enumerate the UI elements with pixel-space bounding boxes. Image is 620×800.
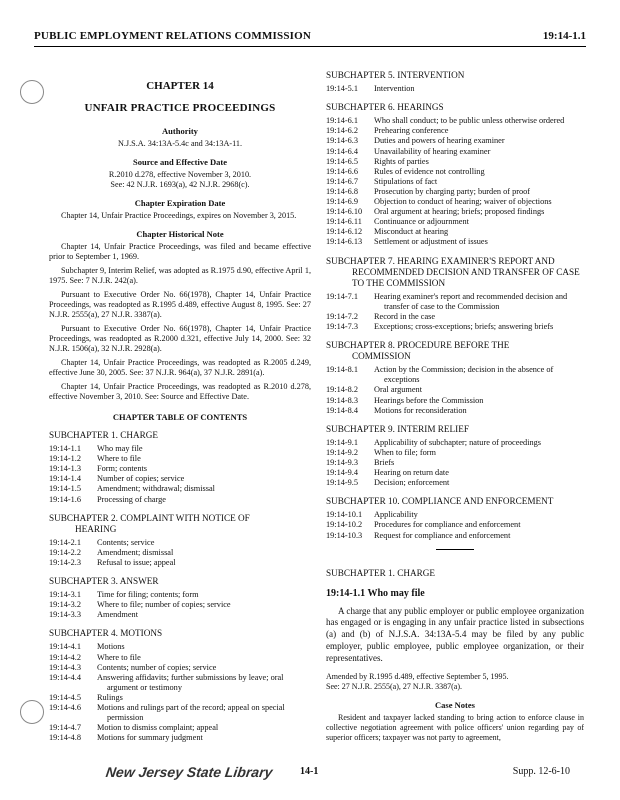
subchapter-title-text: SUBCHAPTER 5. INTERVENTION — [326, 70, 465, 80]
toc-entry-text: Where to file — [97, 652, 141, 662]
subchapter-title — [326, 340, 584, 362]
toc-entry-number: 19:14-9.4 — [326, 468, 359, 478]
amendment-line: Amended by R.1995 d.489, effective September 5, 1995. — [326, 671, 509, 681]
toc-entry — [49, 548, 311, 558]
toc-entry — [49, 454, 311, 464]
toc-entry — [49, 474, 311, 484]
history-paragraph: Chapter 14, Unfair Practice Proceedings, was readopted as R.2010 d.278, effective November 3, 2010. See: Source and Effective Date. — [49, 382, 311, 401]
expiration-text: Chapter 14, Unfair Practice Proceedings, expires on November 3, 2015. — [61, 211, 297, 220]
toc-entry-number: 19:14-1.4 — [49, 474, 82, 484]
toc-entry-number: 19:14-8.2 — [326, 385, 359, 395]
rule-heading: 19:14-1.1 Who may file — [326, 587, 425, 599]
toc-entry-text: Time for filing; contents; form — [97, 590, 199, 600]
rule-text: A charge that any public employer or public employee organization has engaged or is engaging in any unfair practice listed in subsections (a) and (b) of N.J.S.A. 34:13A-5.4 may be filed by any public employer, public employee, public employee organization, or their representatives. — [326, 605, 584, 663]
subchapter-title — [326, 424, 584, 435]
toc-entry — [326, 531, 584, 541]
subchapter-title-text: SUBCHAPTER 7. HEARING EXAMINER'S REPORT AND — [326, 255, 555, 266]
toc-entry-text: Where to file — [97, 454, 141, 464]
toc-entry-text: When to file; form — [374, 447, 436, 457]
toc-entry-number: 19:14-4.2 — [49, 652, 82, 662]
toc-entry-number: 19:14-9.2 — [326, 447, 359, 457]
toc-entry-number: 19:14-6.9 — [326, 197, 359, 207]
toc-entry — [326, 116, 584, 126]
toc-entry-number: 19:14-3.3 — [49, 610, 82, 620]
toc-entry-number: 19:14-2.3 — [49, 557, 82, 567]
toc-entry — [326, 177, 584, 187]
toc-entry-text: Motions and rulings part of the record; appeal on special permission — [97, 703, 285, 723]
toc-entry-number: 19:14-2.2 — [49, 547, 82, 557]
toc-entry-number: 19:14-9.1 — [326, 437, 359, 447]
toc-entry-text: Answering affidavits; further submissions by leave; oral argument or testimony — [97, 672, 284, 692]
toc-entry-text: Who may file — [97, 444, 143, 454]
toc-right — [326, 70, 584, 541]
toc-entry — [49, 723, 311, 733]
toc-entry-number: 19:14-6.1 — [326, 116, 359, 126]
toc-entry-text: Motions for reconsideration — [374, 405, 467, 415]
toc-entry-number: 19:14-4.5 — [49, 693, 82, 703]
authority-text: N.J.S.A. 34:13A-5.4c and 34:13A-11. — [117, 139, 243, 148]
toc-entry-number: 19:14-7.3 — [326, 322, 359, 332]
toc-entry-number: 19:14-3.1 — [49, 590, 82, 600]
toc-entry-text: Procedures for compliance and enforcement — [374, 520, 521, 530]
toc-entry — [326, 322, 584, 332]
toc-entry-text: Hearing on return date — [374, 468, 449, 478]
toc-entry — [326, 438, 584, 448]
subchapter-title-text: SUBCHAPTER 2. COMPLAINT WITH NOTICE OF — [49, 512, 250, 523]
toc-entry — [326, 207, 584, 217]
toc-entry-text: Oral argument — [374, 385, 422, 395]
subchapter-title — [326, 496, 584, 507]
left-column — [49, 62, 311, 750]
toc-title: CHAPTER TABLE OF CONTENTS — [112, 412, 248, 422]
amendment-line: See: 27 N.J.R. 2555(a), 27 N.J.R. 3387(a). — [326, 681, 462, 691]
chapter-title: CHAPTER 14 — [146, 80, 214, 92]
toc-entry — [326, 227, 584, 237]
toc-entry-number: 19:14-1.2 — [49, 454, 82, 464]
subchapter-title-text: SUBCHAPTER 10. COMPLIANCE AND ENFORCEMENT — [326, 496, 554, 507]
subchapter-title-text: SUBCHAPTER 3. ANSWER — [49, 576, 159, 587]
case-notes-text: Resident and taxpayer lacked standing to bring action to enforce clause in collective negotiation agreement with police officers' union regarding pay of superior officers; taxpayer was not party to agreement, — [326, 712, 584, 742]
toc-entry-text: Where to file; number of copies; service — [97, 600, 231, 610]
supplement-date: Supp. 12-6-10 — [512, 766, 570, 777]
toc-entry-text: Duties and powers of hearing examiner — [374, 136, 505, 146]
toc-entry-number: 19:14-7.2 — [326, 311, 359, 321]
toc-entry-number: 19:14-7.1 — [326, 291, 359, 301]
toc-entry-number: 19:14-4.1 — [49, 642, 82, 652]
toc-entry — [326, 187, 584, 197]
toc-entry-text: Decision; enforcement — [374, 478, 450, 488]
toc-entry-text: Applicability — [374, 510, 418, 520]
toc-entry-number: 19:14-4.8 — [49, 733, 82, 743]
binder-hole-bottom — [20, 700, 44, 724]
toc-entry — [49, 484, 311, 494]
toc-entry — [49, 653, 311, 663]
toc-entry-text: Stipulations of fact — [374, 176, 438, 186]
toc-entry-text: Amendment; withdrawal; dismissal — [97, 484, 215, 494]
toc-entry — [326, 197, 584, 207]
toc-entry-text: Refusal to issue; appeal — [97, 557, 176, 567]
toc-entry — [49, 693, 311, 703]
expiration-heading: Chapter Expiration Date — [134, 198, 226, 208]
toc-entry — [49, 663, 311, 673]
toc-entry-text: Hearings before the Commission — [374, 395, 484, 405]
toc-entry — [49, 558, 311, 568]
toc-entry-number: 19:14-6.5 — [326, 156, 359, 166]
library-stamp: New Jersey State Library — [104, 764, 274, 780]
authority-heading: Authority — [162, 126, 198, 136]
binder-hole-top — [20, 80, 44, 104]
toc-entry — [326, 478, 584, 488]
toc-entry — [326, 292, 584, 312]
toc-entry-number: 19:14-5.1 — [326, 84, 359, 94]
header-title: PUBLIC EMPLOYMENT RELATIONS COMMISSION — [34, 30, 312, 42]
toc-entry-text: Form; contents — [97, 464, 148, 474]
toc-entry — [326, 136, 584, 146]
body-subchapter-title: SUBCHAPTER 1. CHARGE — [326, 567, 435, 578]
subchapter-title-text: SUBCHAPTER 4. MOTIONS — [49, 628, 163, 639]
toc-entry-number: 19:14-6.3 — [326, 136, 359, 146]
header-section-number: 19:14-1.1 — [542, 30, 586, 42]
subchapter-title-text: SUBCHAPTER 1. CHARGE — [49, 430, 158, 440]
toc-entry-text: Prosecution by charging party; burden of proof — [374, 186, 531, 196]
toc-entry-text: Misconduct at hearing — [374, 227, 449, 237]
subchapter-title — [49, 430, 311, 441]
toc-entry-number: 19:14-6.8 — [326, 186, 359, 196]
toc-entry-number: 19:14-6.4 — [326, 146, 359, 156]
toc-entry — [49, 464, 311, 474]
toc-entry — [326, 217, 584, 227]
subchapter-title — [326, 256, 584, 289]
toc-entry — [326, 385, 584, 395]
toc-entry-number: 19:14-6.12 — [326, 227, 363, 237]
toc-entry-text: Amendment; dismissal — [97, 547, 174, 557]
toc-entry-text: Settlement or adjustment of issues — [374, 237, 488, 247]
source-line: See: 42 N.J.R. 1693(a), 42 N.J.R. 2968(c). — [110, 180, 250, 189]
toc-entry — [326, 167, 584, 177]
toc-entry-text: Rules of evidence not controlling — [374, 166, 485, 176]
toc-entry — [49, 600, 311, 610]
history-heading: Chapter Historical Note — [136, 229, 224, 239]
toc-entry-text: Record in the case — [374, 311, 436, 321]
toc-entry — [49, 733, 311, 743]
toc-entry-number: 19:14-8.3 — [326, 395, 359, 405]
toc-entry-number: 19:14-4.7 — [49, 723, 82, 733]
toc-entry — [326, 468, 584, 478]
toc-entry-text: Number of copies; service — [97, 474, 185, 484]
toc-entry-number: 19:14-6.6 — [326, 166, 359, 176]
toc-entry — [326, 126, 584, 136]
history-paragraph: Chapter 14, Unfair Practice Proceedings, was filed and became effective prior to September 1, 1969. — [49, 242, 311, 261]
toc-entry-text: Action by the Commission; decision in the absence of exceptions — [374, 365, 554, 385]
toc-entry-number: 19:14-6.7 — [326, 176, 359, 186]
toc-left — [49, 430, 311, 744]
subchapter-title-continued: COMMISSION — [352, 351, 411, 362]
toc-entry-number: 19:14-1.1 — [49, 444, 82, 454]
toc-entry-number: 19:14-6.10 — [326, 207, 363, 217]
toc-entry — [326, 84, 584, 94]
toc-entry-text: Prehearing conference — [374, 126, 449, 136]
source-heading: Source and Effective Date — [132, 157, 228, 167]
subchapter-title-text: SUBCHAPTER 6. HEARINGS — [326, 102, 444, 113]
toc-entry-text: Applicability of subchapter; nature of proceedings — [374, 437, 542, 447]
toc-entry — [326, 520, 584, 530]
toc-entry-text: Objection to conduct of hearing; waiver of objections — [374, 197, 552, 207]
toc-entry-text: Motions — [97, 642, 125, 652]
history-paragraph: Chapter 14, Unfair Practice Proceedings, was readopted as R.2005 d.249, effective June 30, 2005. See: 37 N.J.R. 964(a), 37 N.J.R. 2891(a). — [49, 358, 311, 377]
toc-entry — [326, 312, 584, 322]
toc-entry-number: 19:14-4.6 — [49, 703, 82, 713]
toc-entry-number: 19:14-8.1 — [326, 365, 359, 375]
case-notes-heading: Case Notes — [435, 699, 475, 710]
right-column — [326, 62, 584, 750]
subchapter-title — [326, 102, 584, 113]
toc-entry — [326, 458, 584, 468]
running-header — [34, 30, 586, 47]
subchapter-title-continued: HEARING — [75, 523, 117, 534]
history-paragraph: Pursuant to Executive Order No. 66(1978), Chapter 14, Unfair Practice Proceedings, was readopted as R.1995 d.489, effective August 8, 1995. See: 27 N.J.R. 2555(a), 27 N.J.R. 3387(a). — [49, 290, 311, 319]
toc-entry-text: Contents; service — [97, 537, 155, 547]
toc-entry-number: 19:14-9.5 — [326, 478, 359, 488]
toc-entry-number: 19:14-2.1 — [49, 537, 82, 547]
toc-entry — [326, 147, 584, 157]
toc-entry — [326, 237, 584, 247]
toc-entry — [326, 157, 584, 167]
toc-entry-number: 19:14-1.3 — [49, 464, 82, 474]
toc-entry-number: 19:14-6.13 — [326, 237, 363, 247]
toc-entry — [49, 673, 311, 693]
toc-entry-text: Motion to dismiss complaint; appeal — [97, 723, 219, 733]
toc-entry-text: Motions for summary judgment — [97, 733, 203, 743]
subchapter-title-text: SUBCHAPTER 8. PROCEDURE BEFORE THE — [326, 340, 510, 351]
toc-entry-text: Rulings — [97, 693, 123, 703]
subchapter-title — [49, 513, 311, 535]
toc-entry-text: Rights of parties — [374, 156, 429, 166]
toc-entry-number: 19:14-1.6 — [49, 494, 82, 504]
subchapter-title — [49, 628, 311, 639]
toc-entry-number: 19:14-4.3 — [49, 662, 82, 672]
toc-entry — [49, 495, 311, 505]
toc-entry — [326, 510, 584, 520]
toc-entry-number: 19:14-9.3 — [326, 457, 359, 467]
toc-entry-text: Who shall conduct; to be public unless otherwise ordered — [374, 116, 565, 126]
toc-entry-text: Unavailability of hearing examiner — [374, 146, 491, 156]
toc-entry — [49, 610, 311, 620]
toc-entry-text: Briefs — [374, 457, 395, 467]
toc-entry-number: 19:14-10.1 — [326, 510, 363, 520]
page-number: 14-1 — [300, 766, 319, 777]
subchapter-title-continued: RECOMMENDED DECISION AND TRANSFER OF CASE TO THE COMMISSION — [352, 266, 580, 288]
toc-entry-text: Exceptions; cross-exceptions; briefs; answering briefs — [374, 322, 554, 332]
toc-entry-number: 19:14-3.2 — [49, 600, 82, 610]
chapter-subtitle: UNFAIR PRACTICE PROCEEDINGS — [84, 102, 276, 114]
subchapter-title-text: SUBCHAPTER 9. INTERIM RELIEF — [326, 423, 469, 434]
subchapter-title — [326, 70, 584, 81]
section-divider — [436, 549, 474, 550]
toc-entry — [49, 538, 311, 548]
toc-entry-number: 19:14-10.2 — [326, 520, 363, 530]
toc-entry — [49, 590, 311, 600]
toc-entry — [326, 365, 584, 385]
toc-entry-text: Request for compliance and enforcement — [374, 530, 511, 540]
toc-entry-text: Processing of charge — [97, 494, 166, 504]
toc-entry-text: Continuance or adjournment — [374, 217, 469, 227]
toc-entry-number: 19:14-6.2 — [326, 126, 359, 136]
toc-entry — [326, 448, 584, 458]
toc-entry-number: 19:14-10.3 — [326, 530, 363, 540]
page-footer — [0, 762, 620, 786]
toc-entry-number: 19:14-4.4 — [49, 672, 82, 682]
toc-entry — [49, 703, 311, 723]
amendment-note — [326, 672, 584, 692]
toc-entry — [49, 642, 311, 652]
toc-entry-text: Intervention — [374, 84, 415, 94]
toc-entry — [49, 444, 311, 454]
toc-entry-number: 19:14-6.11 — [326, 217, 362, 227]
toc-entry-number: 19:14-8.4 — [326, 405, 359, 415]
toc-entry-text: Amendment — [97, 610, 139, 620]
toc-entry-text: Oral argument at hearing; briefs; proposed findings — [374, 207, 545, 217]
toc-entry-number: 19:14-1.5 — [49, 484, 82, 494]
source-line: R.2010 d.278, effective November 3, 2010. — [108, 170, 252, 179]
toc-entry-text: Contents; number of copies; service — [97, 662, 217, 672]
subchapter-title — [49, 576, 311, 587]
toc-entry — [326, 396, 584, 406]
history-paragraph: Subchapter 9, Interim Relief, was adopted as R.1975 d.90, effective April 1, 1975. See: 7 N.J.R. 242(a). — [49, 266, 311, 285]
toc-entry — [326, 406, 584, 416]
toc-entry-text: Hearing examiner's report and recommended decision and transfer of case to the Commission — [374, 291, 568, 311]
history-paragraph: Pursuant to Executive Order No. 66(1978), Chapter 14, Unfair Practice Proceedings, was readopted as R.2000 d.321, effective July 14, 2000. See: 32 N.J.R. 1506(a), 32 N.J.R. 2928(a). — [49, 324, 311, 353]
